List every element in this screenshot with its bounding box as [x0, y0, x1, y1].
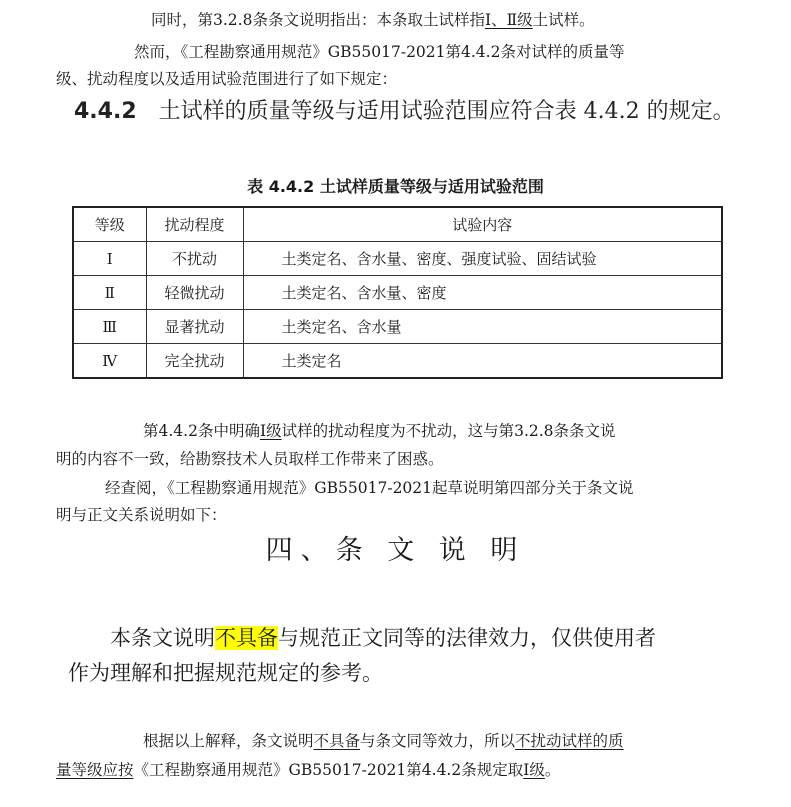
p5-text-a: 根据以上解释，条文说明	[143, 732, 314, 750]
paragraph-3-line-1	[143, 421, 616, 441]
p1-grade-underlined: Ⅰ、Ⅱ级	[484, 11, 533, 29]
cell-disturbance: 轻微扰动	[146, 276, 243, 310]
cell-disturbance: 不扰动	[146, 242, 243, 276]
quote-line-2: 作为理解和把握规范规定的参考。	[68, 661, 383, 685]
p5-grade-underlined: Ⅰ级	[523, 761, 545, 779]
p5-underlined-2: 不扰动试样的质	[515, 732, 624, 750]
clause-number: 4.4.2	[74, 99, 137, 124]
p5-underlined-1: 不具备	[313, 732, 361, 750]
cell-grade: Ⅰ	[73, 242, 146, 276]
paragraph-2-line-2: 级、扰动程度以及适用试验范围进行了如下规定：	[56, 70, 398, 88]
cell-grade: Ⅳ	[73, 344, 146, 379]
quote-line-1	[110, 619, 791, 657]
p1-text-a: 同时，第3.2.8条条文说明指出：本条取土试样指	[151, 11, 485, 29]
section-title: 四、条 文 说 明	[265, 535, 526, 566]
paragraph-5-line-1	[143, 731, 624, 751]
p5-text-c: 与条文同等效力，所以	[360, 732, 516, 750]
paragraph-4-line-2: 明与正文关系说明如下：	[56, 506, 227, 524]
cell-grade: Ⅱ	[73, 276, 146, 310]
table-row	[73, 310, 722, 344]
clause-text: 土试样的质量等级与适用试验范围应符合表 4.4.2 的规定。	[158, 99, 735, 124]
table-caption: 表 4.4.2 土试样质量等级与适用试验范围	[247, 177, 544, 196]
header-test-content: 试验内容	[243, 207, 722, 242]
cell-test-content: 土类定名、含水量、密度、强度试验、固结试验	[243, 242, 722, 276]
p1-text-c: 土试样。	[532, 11, 595, 29]
p3-text-a: 第4.4.2条中明确	[143, 422, 260, 440]
table-row	[73, 276, 722, 310]
p5-underlined-3: 量等级应按	[56, 761, 134, 779]
header-grade: 等级	[73, 207, 146, 242]
cell-grade: Ⅲ	[73, 310, 146, 344]
cell-test-content: 土类定名	[243, 344, 722, 379]
paragraph-2-line-1: 然而，《工程勘察通用规范》GB55017-2021第4.4.2条对试样的质量等	[134, 43, 625, 61]
clause-4-4-2	[74, 92, 754, 132]
p5-text-h: 。	[544, 761, 561, 779]
paragraph-3-line-2: 明的内容不一致，给勘察技术人员取样工作带来了困惑。	[56, 450, 444, 468]
paragraph-5-line-2	[56, 760, 560, 780]
p3-text-c: 试样的扰动程度为不扰动，这与第3.2.8条条文说	[281, 422, 616, 440]
table-header-row	[73, 207, 722, 242]
cell-disturbance: 显著扰动	[146, 310, 243, 344]
cell-test-content: 土类定名、含水量	[243, 310, 722, 344]
cell-test-content: 土类定名、含水量、密度	[243, 276, 722, 310]
quote-text-b: 与规范正文同等的法律效力，仅供使用者	[278, 626, 656, 650]
quote-text-a: 本条文说明	[110, 626, 215, 650]
p5-text-f: 《工程勘察通用规范》GB55017-2021第4.4.2条规定取	[133, 761, 524, 779]
p3-grade-underlined: Ⅰ级	[259, 422, 282, 440]
table-row	[73, 242, 722, 276]
header-disturbance: 扰动程度	[146, 207, 243, 242]
grade-table	[72, 206, 723, 379]
cell-disturbance: 完全扰动	[146, 344, 243, 379]
table-row	[73, 344, 722, 379]
paragraph-4-line-1: 经查阅，《工程勘察通用规范》GB55017-2021起草说明第四部分关于条文说	[105, 479, 634, 497]
paragraph-1	[151, 10, 595, 30]
quote-highlight: 不具备	[215, 626, 278, 650]
